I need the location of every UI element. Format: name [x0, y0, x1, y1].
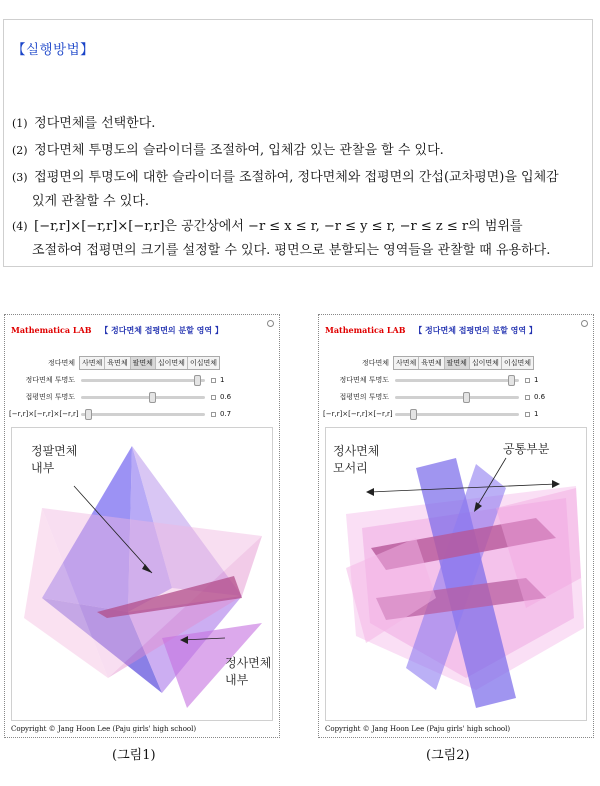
plane-opacity-slider[interactable] [395, 396, 519, 399]
arrow-head [552, 480, 560, 488]
step-text-continued: 조절하여 접평면의 크기를 설정할 수 있다. 평면으로 분할되는 영역들을 관찰할 때 유용하다. [32, 243, 551, 258]
solid-opacity-row [323, 374, 538, 386]
annotation-line: 공통부분 [503, 442, 550, 456]
plane-opacity-slider[interactable] [81, 396, 205, 399]
instructions-panel [3, 19, 593, 267]
window-subtitle: 【 정다면체 접평면의 분할 영역 】 [414, 326, 537, 335]
copyright-text: Copyright © Jang Hoon Lee (Paju girls' high school) [325, 725, 511, 733]
shape-option-icosahedron[interactable]: 이십면체 [189, 359, 218, 367]
slider-thumb[interactable] [85, 409, 92, 420]
annotation-octahedron-interior [31, 443, 77, 477]
solid-opacity-row [9, 374, 224, 386]
slider-value: 1 [534, 410, 539, 418]
step-number: (4) [12, 220, 28, 233]
step-2 [12, 139, 586, 163]
slider-value: 0.6 [534, 393, 546, 401]
shape-label: 정다면체 [47, 359, 75, 367]
close-icon[interactable] [581, 320, 588, 327]
shape-selector [79, 356, 220, 370]
slider-thumb[interactable] [410, 409, 417, 420]
close-icon[interactable] [267, 320, 274, 327]
slider-thumb[interactable] [463, 392, 470, 403]
shape-option-icosahedron[interactable]: 이십면체 [503, 359, 532, 367]
range-slider[interactable] [395, 413, 519, 416]
plane-opacity-row [9, 391, 231, 403]
shape-label: 정다면체 [361, 359, 389, 367]
range-slider[interactable] [81, 413, 205, 416]
shape-option-dodecahedron[interactable]: 십이면체 [470, 357, 502, 369]
shape-selector-row [9, 357, 220, 369]
step-number: (2) [12, 144, 28, 157]
step-number: (1) [12, 117, 28, 130]
range-row [9, 408, 231, 420]
lab-name: Mathematica LAB [325, 325, 406, 335]
annotation-line: 내부 [225, 673, 249, 687]
step-text: 정다면체 투명도의 슬라이더를 조절하여, 입체감 있는 관찰을 할 수 있다. [34, 143, 444, 158]
figure-caption-2: (그림2) [426, 748, 470, 763]
shape-option-hexahedron[interactable]: 육면체 [105, 357, 130, 369]
slider-label: 정다면체 투명도 [25, 376, 75, 384]
annotation-line: 정팔면체 [31, 444, 78, 458]
slider-label: 접평면의 투명도 [25, 393, 75, 401]
slider-thumb[interactable] [508, 375, 515, 386]
window-title [11, 325, 223, 336]
step-4 [12, 215, 586, 263]
figure-caption-1: (그림1) [112, 748, 156, 763]
shape-selector [393, 356, 534, 370]
lab-name: Mathematica LAB [11, 325, 92, 335]
expand-icon[interactable] [211, 395, 216, 400]
slider-value: 1 [220, 376, 225, 384]
slider-label: [−r,r]×[−r,r]×[−r,r] [9, 410, 79, 418]
plane-opacity-row [323, 391, 545, 403]
shape-selector-row [323, 357, 534, 369]
window-title [325, 325, 537, 336]
shape-option-octahedron[interactable]: 팔면체 [445, 357, 470, 369]
step-text-continued: 있게 관찰할 수 있다. [32, 194, 149, 209]
step-text: [−r,r]×[−r,r]×[−r,r]은 공간상에서 −r ≤ x ≤ r, −r ≤ y ≤ r, −r ≤ z ≤ r의 범위를 [34, 219, 523, 234]
slider-thumb[interactable] [149, 392, 156, 403]
step-number: (3) [12, 171, 28, 184]
instructions-title: 【실행방법】 [12, 42, 95, 58]
shape-option-octahedron[interactable]: 팔면체 [131, 357, 156, 369]
copyright-text: Copyright © Jang Hoon Lee (Paju girls' high school) [11, 725, 197, 733]
expand-icon[interactable] [525, 378, 530, 383]
slider-label: 정다면체 투명도 [339, 376, 389, 384]
shape-option-tetrahedron[interactable]: 사면체 [394, 357, 419, 369]
annotation-line: 정사면체 [225, 656, 272, 670]
step-text: 정다면체를 선택한다. [34, 116, 156, 131]
annotation-line: 내부 [31, 461, 55, 475]
slider-thumb[interactable] [194, 375, 201, 386]
mathematica-window-2 [318, 314, 594, 738]
solid-opacity-slider[interactable] [395, 379, 519, 382]
annotation-tetrahedron-edge [333, 443, 379, 477]
annotation-common-part [503, 441, 549, 458]
expand-icon[interactable] [211, 378, 216, 383]
step-1 [12, 112, 586, 136]
expand-icon[interactable] [525, 395, 530, 400]
step-3 [12, 166, 586, 214]
window-subtitle: 【 정다면체 접평면의 분할 영역 】 [100, 326, 223, 335]
annotation-line: 정사면체 [333, 444, 380, 458]
range-row [323, 408, 538, 420]
shape-option-dodecahedron[interactable]: 십이면체 [156, 357, 188, 369]
solid-opacity-slider[interactable] [81, 379, 205, 382]
shape-option-tetrahedron[interactable]: 사면체 [80, 357, 105, 369]
annotation-tetrahedron-interior [225, 655, 271, 689]
slider-label: [−r,r]×[−r,r]×[−r,r] [323, 410, 393, 418]
expand-icon[interactable] [211, 412, 216, 417]
arrow-head [366, 488, 374, 496]
slider-value: 1 [534, 376, 539, 384]
step-text: 접평면의 투명도에 대한 슬라이더를 조절하여, 정다면체와 접평면의 간섭(교차평면)을 입체감 [34, 170, 559, 185]
annotation-line: 모서리 [333, 461, 368, 475]
slider-label: 접평면의 투명도 [339, 393, 389, 401]
slider-value: 0.7 [220, 410, 232, 418]
mathematica-window-1 [4, 314, 280, 738]
shape-option-hexahedron[interactable]: 육면체 [419, 357, 444, 369]
slider-value: 0.6 [220, 393, 232, 401]
expand-icon[interactable] [525, 412, 530, 417]
